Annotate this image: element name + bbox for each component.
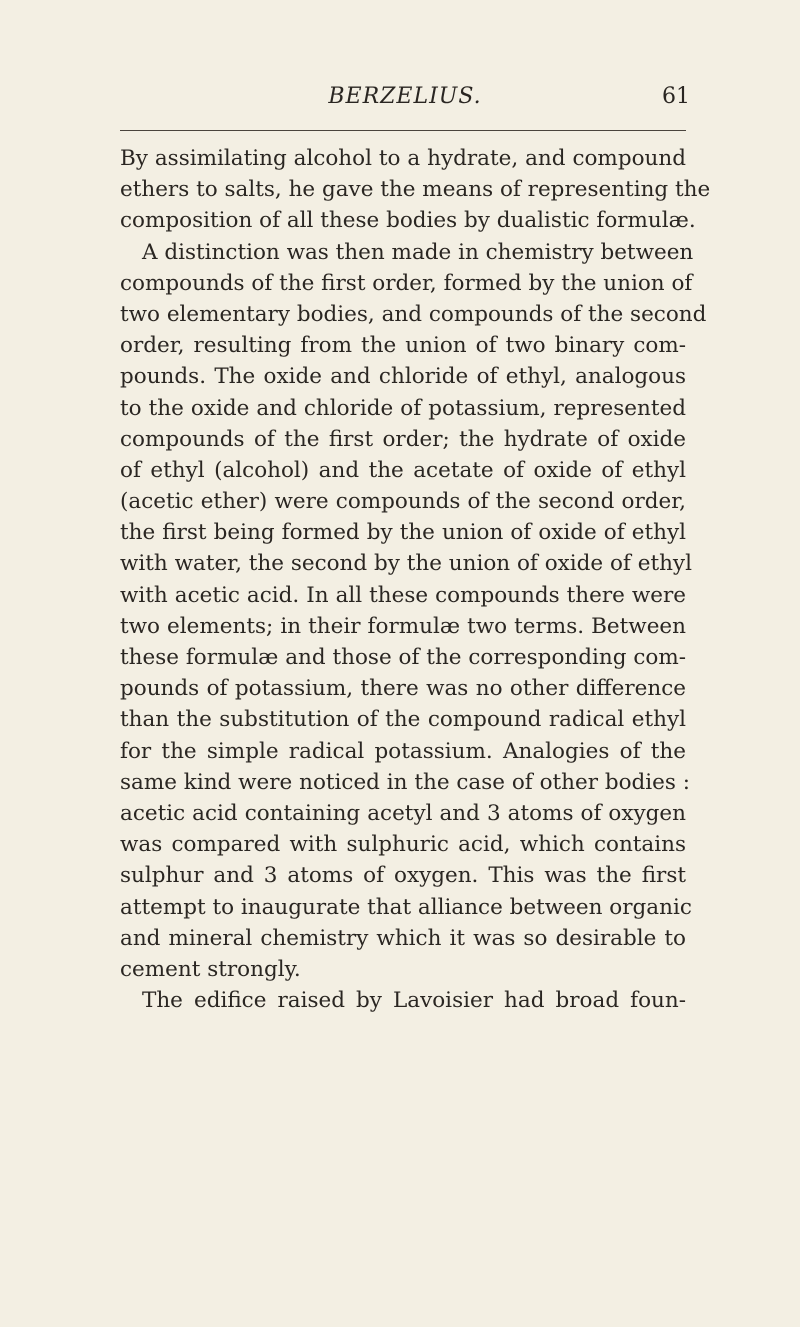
text-line: two elementary bodies, and compounds of the second [120,301,707,327]
text-line: of ethyl (alcohol) and the acetate of oxide of ethyl [120,457,686,483]
text-line: same kind were noticed in the case of other bodies : [120,769,691,795]
text-line: attempt to inaugurate that alliance between organic [120,894,692,920]
text-line: with water, the second by the union of oxide of ethyl [120,551,692,577]
text-line: By assimilating alcohol to a hydrate, and compound [120,146,686,171]
text-line: the first being formed by the union of oxide of ethyl [120,520,686,546]
text-line: to the oxide and chloride of potassium, represented [120,395,686,421]
body-text [120,143,711,1016]
running-title: BERZELIUS. [328,84,482,109]
text-line: acetic acid containing acetyl and 3 atoms of oxygen [120,800,686,826]
text-line: compounds of the first order; the hydrate of oxide [120,426,686,452]
page-number: 61 [662,84,690,109]
text-line: for the simple radical potassium. Analogies of the [120,738,686,764]
text-line: and mineral chemistry which it was so desirable to [120,925,686,951]
text-line: pounds. The oxide and chloride of ethyl, analogous [120,364,686,390]
text-line: composition of all these bodies by dualistic formulæ. [120,208,696,234]
running-head [120,84,690,120]
text-line: A distinction was then made in chemistry between [142,239,694,265]
text-line: (acetic ether) were compounds of the second order, [120,489,686,515]
text-line: these formulæ and those of the corresponding com- [120,645,686,670]
text-line: sulphur and 3 atoms of oxygen. This was the first [120,863,686,889]
text-line: compounds of the first order, formed by the union of [120,270,693,296]
text-line: pounds of potassium, there was no other difference [120,676,686,702]
text-line: The edifice raised by Lavoisier had broad foun- [142,988,686,1014]
text-line: with acetic acid. In all these compounds there were [120,582,686,608]
text-line: was compared with sulphuric acid, which contains [120,832,686,858]
header-rule [120,130,686,131]
text-line: order, resulting from the union of two binary com- [120,333,686,359]
text-line: cement strongly. [120,956,301,982]
text-line: than the substitution of the compound radical ethyl [120,707,686,733]
text-line: two elements; in their formulæ two terms. Between [120,613,686,639]
text-line: ethers to salts, he gave the means of representing the [120,177,711,203]
